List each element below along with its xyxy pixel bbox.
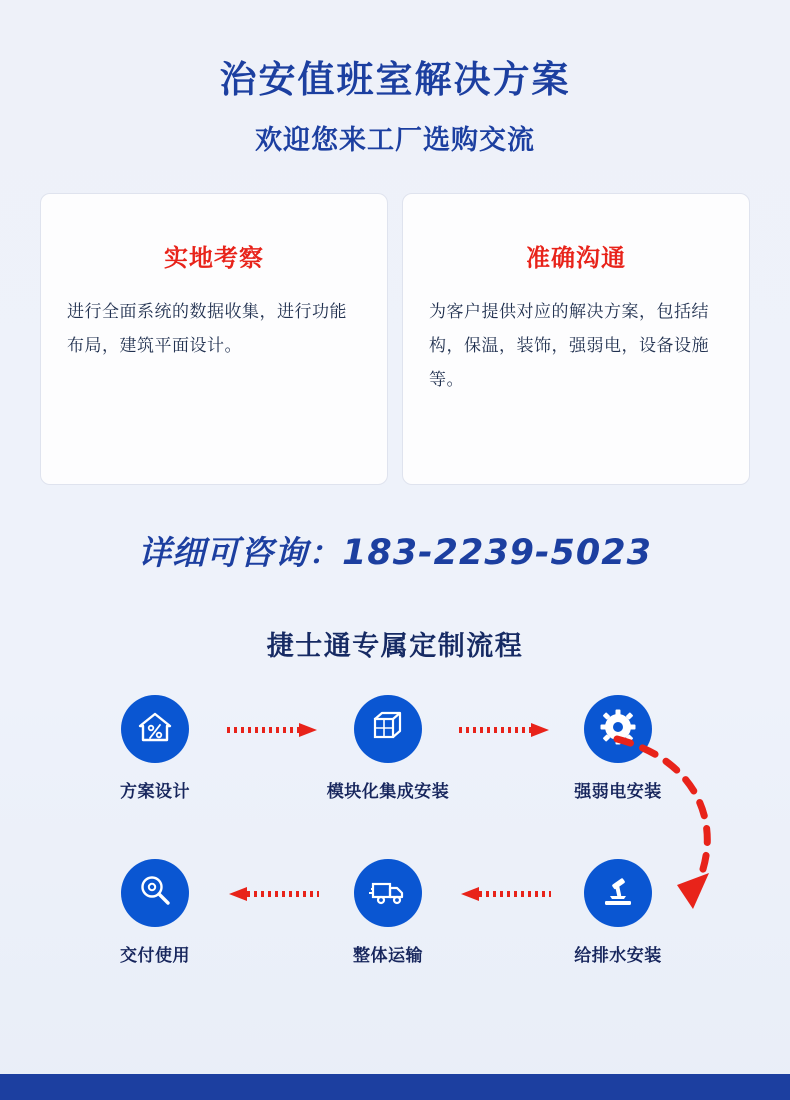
- flow-step-6-label: 交付使用: [120, 946, 190, 966]
- cube-module-icon: [369, 708, 407, 751]
- feature-cards: [0, 193, 790, 485]
- page-title: 治安值班室解决方案: [219, 59, 571, 100]
- flow-step-6: [90, 859, 220, 966]
- flow-title: 捷士通专属定制流程: [266, 631, 524, 662]
- header: [0, 0, 790, 157]
- flow-arrow-1: [225, 721, 321, 739]
- flow-step-3-label: 强弱电安装: [574, 782, 662, 802]
- flow-step-5: [323, 859, 453, 966]
- flow-step-1-circle: [121, 695, 189, 763]
- flow-diagram: [45, 695, 745, 1005]
- flow-step-5-label: 整体运输: [353, 946, 423, 966]
- flow-step-6-circle: [121, 859, 189, 927]
- flow-step-4-circle: [584, 859, 652, 927]
- flow-arrow-2: [457, 721, 553, 739]
- flow-step-2: [323, 695, 453, 802]
- flow-step-2-circle: [354, 695, 422, 763]
- flow-step-2-label: 模块化集成安装: [326, 782, 450, 802]
- contact-phone: 183-2239-5023: [342, 533, 652, 574]
- flow-step-1: [90, 695, 220, 802]
- flow-arrow-3: [225, 885, 321, 903]
- flow-step-1-label: 方案设计: [120, 782, 190, 802]
- flow-step-4-label: 给排水安装: [574, 946, 662, 966]
- card-accurate-communication: [402, 193, 750, 485]
- magnifier-key-icon: [136, 872, 174, 915]
- contact-line: [0, 527, 790, 574]
- card-site-survey: [40, 193, 388, 485]
- house-percent-icon: [136, 708, 174, 751]
- truck-icon: [369, 872, 407, 915]
- hammer-tool-icon: [599, 872, 637, 915]
- contact-label: 详细可咨询：: [138, 534, 343, 572]
- flow-step-4: [553, 859, 683, 966]
- flow-step-5-circle: [354, 859, 422, 927]
- card-body: 进行全面系统的数据收集，进行功能布局，建筑平面设计。: [67, 302, 347, 356]
- card-title: 准确沟通: [526, 245, 626, 273]
- flow-arrow-4: [457, 885, 553, 903]
- card-body: 为客户提供对应的解决方案，包括结构，保温，装饰，强弱电，设备设施等。: [429, 302, 709, 390]
- footer-strip: [0, 1074, 790, 1100]
- page-subtitle: 欢迎您来工厂选购交流: [255, 125, 535, 156]
- card-title: 实地考察: [164, 245, 264, 273]
